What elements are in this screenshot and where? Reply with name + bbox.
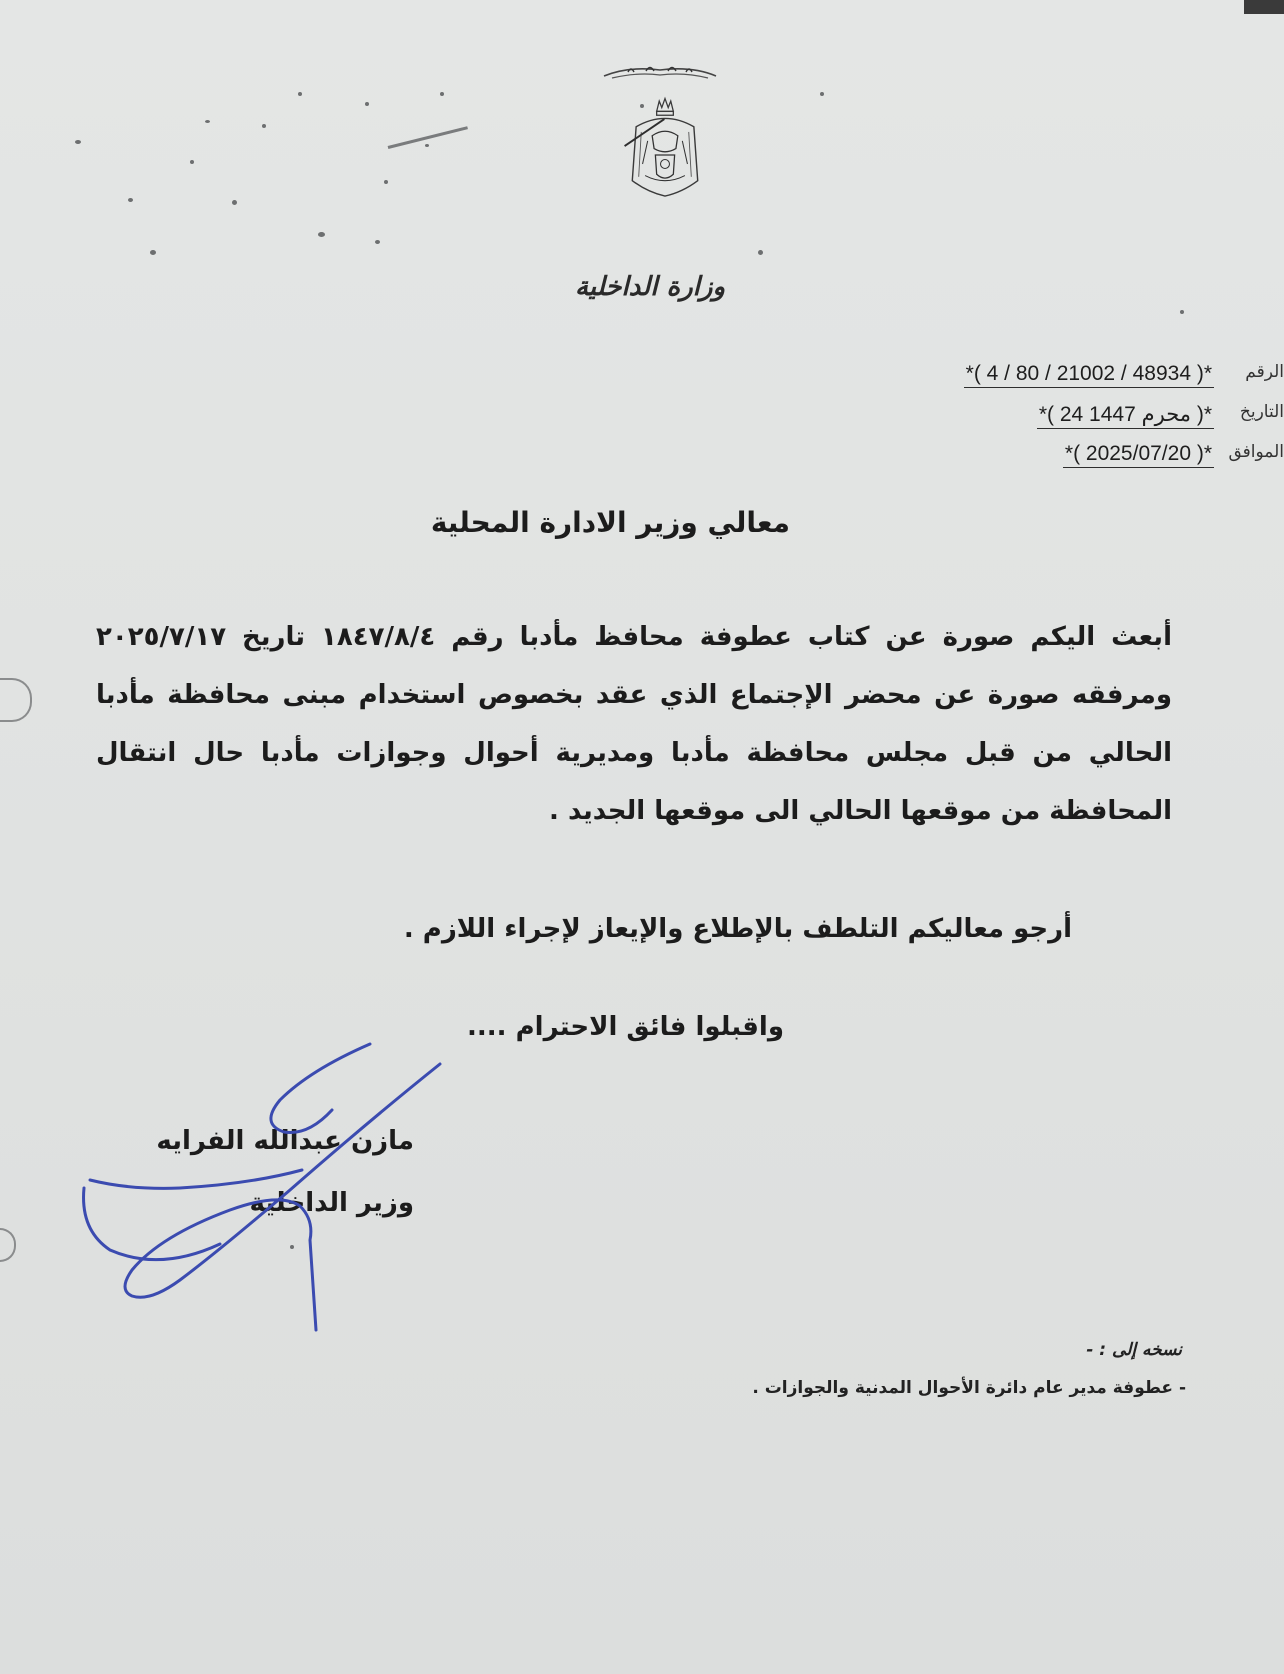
scan-edge <box>1244 0 1284 14</box>
signer-name: مازن عبدالله الفرايه <box>156 1126 414 1156</box>
scan-speck <box>318 232 325 237</box>
punch-hole-mark <box>0 1228 16 1262</box>
scan-speck <box>375 240 380 244</box>
scan-speck <box>128 198 133 202</box>
reference-block <box>724 362 1284 482</box>
copies-label: نسخه إلى : - <box>1086 1340 1182 1360</box>
hijri-date-row <box>724 402 1284 442</box>
copies-item: - عطوفة مدير عام دائرة الأحوال المدنية والجوازات . <box>752 1378 1186 1398</box>
emblem-motto-scroll <box>598 58 722 88</box>
hijri-date-label: التاريخ <box>1239 402 1284 422</box>
reference-number-label: الرقم <box>1245 362 1284 382</box>
scan-speck <box>298 92 302 96</box>
scan-speck <box>1180 310 1184 314</box>
scan-speck <box>232 200 237 205</box>
ministry-name: وزارة الداخلية <box>574 272 726 302</box>
letter-request: أرجو معاليكم التلطف بالإطلاع والإيعاز لإجراء اللازم . <box>403 914 1072 944</box>
scan-speck <box>205 120 210 123</box>
gregorian-date-row <box>724 442 1284 482</box>
handwritten-signature <box>70 1040 470 1340</box>
scan-speck <box>365 102 369 106</box>
scan-speck <box>150 250 156 255</box>
scan-speck <box>75 140 81 144</box>
signer-title: وزير الداخلية <box>249 1188 414 1218</box>
letter-body: أبعث اليكم صورة عن كتاب عطوفة محافظ مأدبا رقم ١٨٤٧/٨/٤ تاريخ ٢٠٢٥/٧/١٧ ومرفقه صورة عن محضر الإجتماع الذي عقد بخصوص استخدام مبنى محافظة مأدبا الحالي من قبل مجلس محافظة مأدبا ومديرية أحوال وجوازات مأدبا حال انتقال المحافظة من موقعها الحالي الى موقعها الجديد . <box>96 622 1172 826</box>
scan-speck <box>262 124 266 128</box>
gregorian-date-label: الموافق <box>1228 442 1284 462</box>
letter-closing: واقبلوا فائق الاحترام .... <box>467 1012 784 1042</box>
coat-of-arms-emblem <box>600 96 730 266</box>
reference-number-value: *( 4 / 80 / 21002 / 48934 )* <box>964 362 1214 388</box>
scan-speck <box>758 250 763 255</box>
scan-speck <box>440 92 444 96</box>
gregorian-date-value: *( 2025/07/20 )* <box>1063 442 1214 468</box>
reference-number-row <box>724 362 1284 402</box>
scan-speck <box>190 160 194 164</box>
hijri-date-value: *( 24 محرم 1447 )* <box>1037 402 1214 429</box>
punch-hole-mark <box>0 678 32 722</box>
addressee: معالي وزير الادارة المحلية <box>430 506 790 539</box>
scan-speck <box>384 180 388 184</box>
scan-speck <box>820 92 824 96</box>
scan-speck <box>425 144 429 147</box>
